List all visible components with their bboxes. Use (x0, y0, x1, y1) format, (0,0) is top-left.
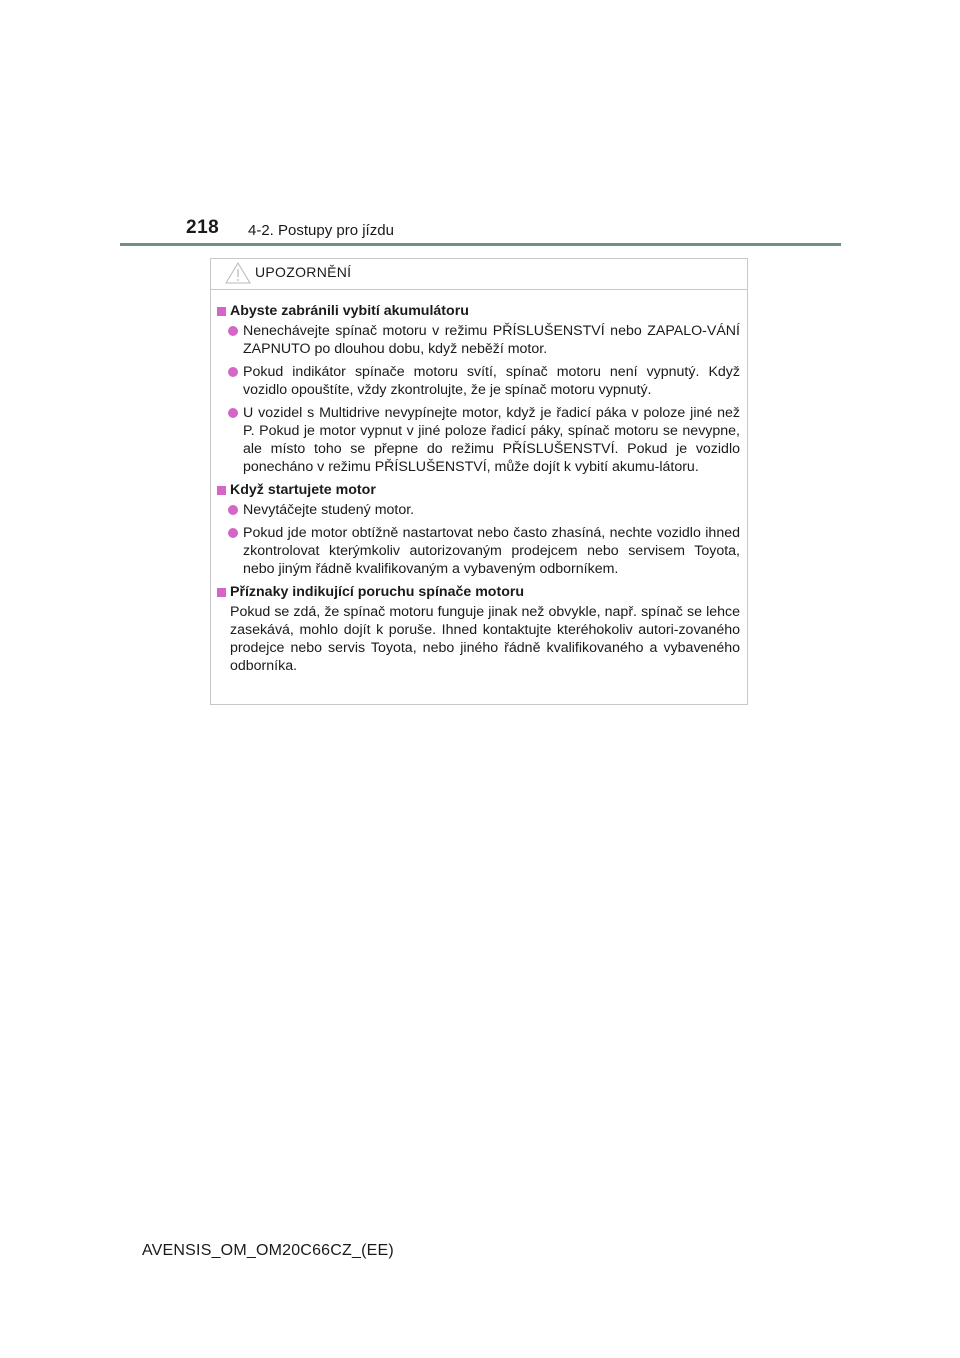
dot-bullet-icon (228, 505, 238, 515)
topic-heading (217, 481, 740, 499)
topic-heading-text: Abyste zabránili vybití akumulátoru (230, 303, 469, 319)
square-bullet-icon (217, 486, 226, 495)
topic-malfunction (217, 583, 740, 675)
topic-starting-engine (217, 481, 740, 578)
section-title: 4-2. Postupy pro jízdu (248, 222, 394, 239)
list-item (217, 363, 740, 399)
footer-code: AVENSIS_OM_OM20C66CZ_(EE) (142, 1242, 394, 1259)
list-item-text: Nenechávejte spínač motoru v režimu PŘÍSLUŠENSTVÍ nebo ZAPALO-VÁNÍ ZAPNUTO po dlouhou dobu, když neběží motor. (243, 323, 740, 357)
warning-body (211, 290, 747, 675)
topic-paragraph: Pokud se zdá, že spínač motoru funguje jinak než obvykle, např. spínač se lehce zasekává, mohlo dojít k poruše. Ihned kontaktujte kteréhokoliv autori-zovaného prodejce nebo servis Toyota, nebo jiného řádně kvalifikovaného a vybaveného odborníka. (230, 604, 740, 674)
dot-bullet-icon (228, 408, 238, 418)
warning-header (211, 259, 747, 290)
list-item-text: Nevytáčejte studený motor. (243, 502, 415, 518)
list-item-text: Pokud indikátor spínače motoru svítí, spínač motoru není vypnutý. Když vozidlo opouštíte, vždy zkontrolujte, že je spínač motoru vypnutý. (243, 364, 740, 398)
list-item (217, 524, 740, 578)
list-item (217, 404, 740, 476)
header-rule (120, 243, 841, 246)
list-item-text: U vozidel s Multidrive nevypínejte motor, když je řadicí páka v poloze jiné než P. Pokud je motor vypnut v jiné poloze řadicí páky, spínač motoru se nevypne, ale místo toho se přepne do režimu PŘÍSLUŠENSTVÍ. Pokud je vozidlo ponecháno v režimu PŘÍSLUŠENSTVÍ, může dojít k vybití akumu-látoru. (243, 405, 740, 475)
topic-heading (217, 583, 740, 601)
topic-heading-text: Příznaky indikující poruchu spínače motoru (230, 584, 525, 600)
list-item-text: Pokud jde motor obtížně nastartovat nebo často zhasíná, nechte vozidlo ihned zkontrolovat kterýmkoliv autorizovaným prodejcem nebo servisem Toyota, nebo jiným řádně kvalifikovaným a vybaveným odborníkem. (243, 525, 740, 577)
warning-box (210, 258, 748, 705)
square-bullet-icon (217, 588, 226, 597)
square-bullet-icon (217, 307, 226, 316)
dot-bullet-icon (228, 528, 238, 538)
list-item (217, 322, 740, 358)
topic-battery (217, 302, 740, 476)
topic-heading (217, 302, 740, 320)
warning-title: UPOZORNĚNÍ (255, 264, 352, 280)
dot-bullet-icon (228, 367, 238, 377)
page-number: 218 (186, 217, 220, 238)
list-item (217, 501, 740, 519)
topic-heading-text: Když startujete motor (230, 482, 376, 498)
warning-triangle-icon (225, 262, 251, 284)
dot-bullet-icon (228, 326, 238, 336)
